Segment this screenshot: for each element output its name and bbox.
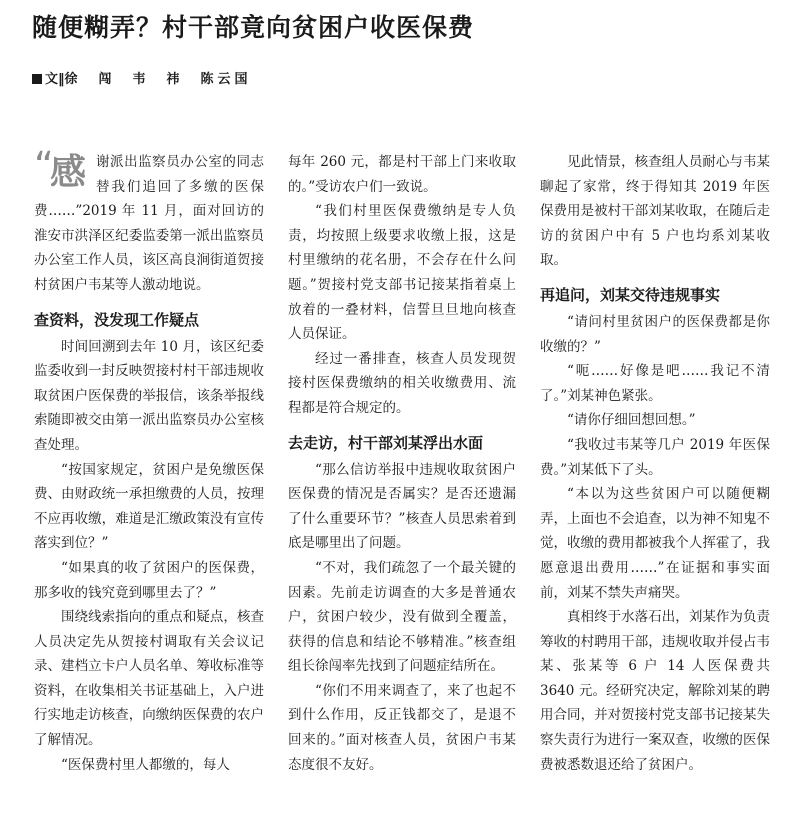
paragraph [540,605,770,777]
section-heading: 再追问，刘某交待违规事实 [540,285,721,304]
paragraph-text: “按国家规定，贫困户是免缴医保费、由财政统一承担缴费的人员，按理不应再收缴，难道是汇缴政策没有宣传落实到位？” [34,461,264,552]
paragraph-text: 时间回溯到去年 10 月，该区纪委监委收到一封反映贺接村村干部违规收取贫困户医保费的举报信，该条举报线索随即被交由第一派出监察员办公室核查处理。 [34,338,264,453]
byline-authors: 徐 闯 韦 祎 陈云国 [64,72,252,87]
paragraph-text: “医保费村里人都缴的，每人 [61,756,230,773]
paragraph [540,150,770,273]
paragraph-text: 真相终于水落石出，刘某作为负责筹收的村聘用干部，违规收取并侵占韦某、张某等 6 户 14 人医保费共 3640 元。经研究决定，解除刘某的聘用合同，并对贺接村党支部书记接某失察失责行为进行一案双查，收缴的医保费被悉数退还给了贫困户。 [540,609,770,773]
dropcap-character: 感 [50,152,87,193]
paragraph-text: 见此情景，核查组人员耐心与韦某聊起了家常，终于得知其 2019 年医保费用是被村干部刘某收取，在随后走访的贫困户中有 5 户也均系刘某收取。 [540,154,770,269]
paragraph-text: “不对，我们疏忽了一个最关键的因素。先前走访调查的大多是普通农户，贫困户较少，没有做到全覆盖，获得的信息和结论不够精准。”核查组组长徐闯率先找到了问题症结所在。 [288,559,516,675]
paragraph [540,482,770,605]
paragraph [288,347,516,421]
byline [32,68,252,87]
paragraph-text: 围绕线索指向的重点和疑点，核查人员决定先从贺接村调取有关会议记录、建档立卡户人员名单、筹收标准等资料，在收集相关书证基础上，入户进行实地走访核查，向缴纳医保费的农户了解情况。 [34,609,264,749]
paragraph-text: “我收过韦某等几户 2019 年医保费。”刘某低下了头。 [540,436,770,478]
article-column-2 [288,150,516,777]
article-title: 随便糊弄？村干部竟向贫困户收医保费 [32,13,475,42]
paragraph-text: “请问村里贫困户的医保费都是你收缴的？” [540,313,770,355]
paragraph [540,310,770,359]
paragraph-text: 谢派出监察员办公室的同志替我们追回了多缴的医保费……”2019 年 11 月，面对回访的淮安市洪泽区纪委监委第一派出监察员办公室工作人员，该区高良涧街道贺接村贫困户韦某等人激动地说。 [34,154,264,293]
article-column-1 [34,144,264,777]
paragraph [34,605,264,753]
paragraph-text: “呃……好像是吧……我记不清了。”刘某神色紧张。 [540,363,770,404]
paragraph [288,556,516,679]
byline-prefix: 文 [45,72,59,87]
byline-separator: ‖ [58,72,65,87]
section-heading: 去走访，村干部刘某浮出水面 [288,433,484,452]
square-bullet-icon [32,74,42,84]
section-heading: 查资料，没发现工作疑点 [34,310,200,329]
paragraph [540,359,770,408]
dropcap-quote-mark: “ [34,144,54,188]
paragraph-text: “请你仔细回想回想。” [567,412,696,429]
paragraph-text: “你们不用来调查了，来了也起不到什么作用，反正钱都交了，是退不回来的。”面对核查人员，贫困户韦某态度很不友好。 [288,682,516,773]
paragraph-text: 经过一番排查，核查人员发现贺接村医保费缴纳的相关收缴费用、流程都是符合规定的。 [288,350,516,416]
paragraph [34,458,264,556]
paragraph [288,199,516,347]
dropcap [34,144,94,196]
paragraph [34,753,264,778]
paragraph [540,408,770,433]
paragraph [288,150,516,199]
paragraph [540,433,770,482]
paragraph-text: 每年 260 元，都是村干部上门来收取的。”受访农户们一致说。 [288,154,516,195]
article-column-3 [540,150,770,777]
paragraph [34,335,264,458]
paragraph [34,144,264,298]
paragraph [288,679,516,777]
paragraph-text: “那么信访举报中违规收取贫困户医保费的情况是否属实？是否还遗漏了什么重要环节？”核查人员思索着到底是哪里出了问题。 [288,461,516,552]
paragraph-text: “本以为这些贫困户可以随便糊弄，上面也不会追查，以为神不知鬼不觉，收缴的费用都被我个人挥霍了，我愿意退出费用……”在证据和事实面前，刘某不禁失声痛哭。 [540,486,770,601]
paragraph-text: “如果真的收了贫困户的医保费，那多收的钱究竟到哪里去了？” [34,559,264,601]
paragraph [288,458,516,556]
paragraph [34,556,264,605]
paragraph-text: “我们村里医保费缴纳是专人负责，均按照上级要求收缴上报，这是村里缴纳的花名册，不会存在什么问题。”贺接村党支部书记接某指着桌上放着的一叠材料，信誓旦旦地向核查人员保证。 [288,203,516,343]
